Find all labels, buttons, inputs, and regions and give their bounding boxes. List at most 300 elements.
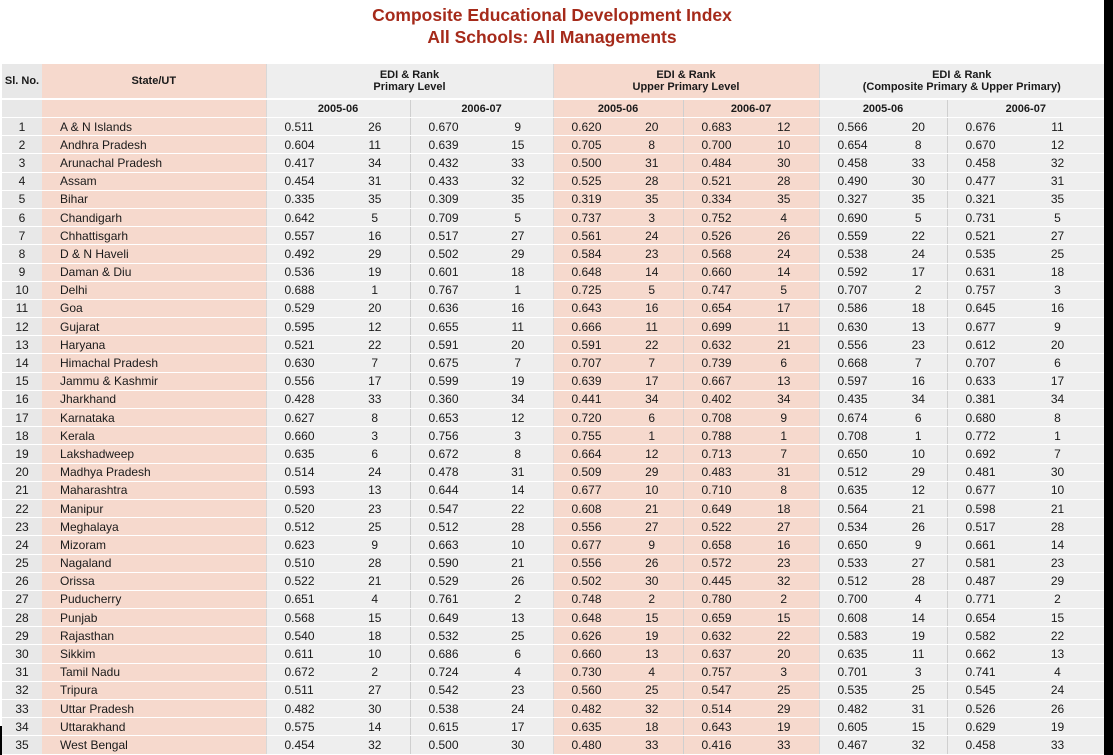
primary-2005-edi-cell: 0.635 xyxy=(266,445,340,463)
upper-2006-edi-cell: 0.632 xyxy=(683,336,749,354)
upper-2005-edi-cell: 0.643 xyxy=(553,299,621,317)
upper-2005-edi-cell: 0.591 xyxy=(553,336,621,354)
primary-2005-rank-cell: 31 xyxy=(340,172,410,190)
primary-2005-rank-cell: 30 xyxy=(340,700,410,718)
primary-2005-edi-cell: 0.536 xyxy=(266,263,340,281)
primary-2006-edi-cell: 0.653 xyxy=(410,409,483,427)
upper-2006-rank-cell: 31 xyxy=(749,463,819,481)
header-state: State/UT xyxy=(42,64,266,99)
composite-2005-rank-cell: 22 xyxy=(890,227,947,245)
table-row xyxy=(2,681,1104,699)
upper-2006-edi-cell: 0.659 xyxy=(683,609,749,627)
primary-2006-edi-cell: 0.517 xyxy=(410,227,483,245)
composite-2006-rank-cell: 31 xyxy=(1011,172,1104,190)
state-cell: Tripura xyxy=(42,681,266,699)
primary-2005-edi-cell: 0.522 xyxy=(266,572,340,590)
composite-2005-rank-cell: 28 xyxy=(890,572,947,590)
state-cell: Meghalaya xyxy=(42,518,266,536)
primary-2006-rank-cell: 4 xyxy=(483,663,553,681)
sl-no-cell: 23 xyxy=(2,518,42,536)
table-row xyxy=(2,190,1104,208)
composite-2006-edi-cell: 0.582 xyxy=(947,627,1011,645)
composite-2005-rank-cell: 3 xyxy=(890,663,947,681)
upper-2006-rank-cell: 13 xyxy=(749,372,819,390)
composite-2005-edi-cell: 0.700 xyxy=(819,590,890,608)
upper-2006-rank-cell: 18 xyxy=(749,499,819,517)
composite-2005-rank-cell: 21 xyxy=(890,499,947,517)
upper-2006-edi-cell: 0.547 xyxy=(683,681,749,699)
primary-2006-rank-cell: 14 xyxy=(483,481,553,499)
composite-2005-rank-cell: 27 xyxy=(890,554,947,572)
upper-2006-edi-cell: 0.402 xyxy=(683,390,749,408)
composite-2005-rank-cell: 35 xyxy=(890,190,947,208)
header-group-upper-primary-line1: EDI & Rank xyxy=(656,69,716,81)
composite-2005-edi-cell: 0.597 xyxy=(819,372,890,390)
header-group-composite xyxy=(819,64,1104,99)
sl-no-cell: 7 xyxy=(2,227,42,245)
table-row xyxy=(2,208,1104,226)
upper-2006-rank-cell: 33 xyxy=(749,736,819,754)
state-cell: West Bengal xyxy=(42,736,266,754)
primary-2005-rank-cell: 23 xyxy=(340,499,410,517)
state-cell: Uttarakhand xyxy=(42,718,266,736)
primary-2006-rank-cell: 9 xyxy=(483,118,553,136)
primary-2005-edi-cell: 0.557 xyxy=(266,227,340,245)
primary-2005-rank-cell: 26 xyxy=(340,118,410,136)
state-cell: Haryana xyxy=(42,336,266,354)
state-cell: Mizoram xyxy=(42,536,266,554)
primary-2005-rank-cell: 18 xyxy=(340,627,410,645)
primary-2005-rank-cell: 11 xyxy=(340,136,410,154)
table-row xyxy=(2,227,1104,245)
upper-2005-edi-cell: 0.748 xyxy=(553,590,621,608)
composite-2006-edi-cell: 0.487 xyxy=(947,572,1011,590)
upper-2006-rank-cell: 4 xyxy=(749,208,819,226)
composite-2006-rank-cell: 20 xyxy=(1011,336,1104,354)
primary-2005-rank-cell: 9 xyxy=(340,536,410,554)
state-cell: Karnataka xyxy=(42,409,266,427)
composite-2005-edi-cell: 0.467 xyxy=(819,736,890,754)
upper-2006-edi-cell: 0.708 xyxy=(683,409,749,427)
composite-2005-rank-cell: 33 xyxy=(890,154,947,172)
primary-2006-edi-cell: 0.756 xyxy=(410,427,483,445)
primary-2006-rank-cell: 27 xyxy=(483,227,553,245)
sl-no-cell: 33 xyxy=(2,700,42,718)
sl-no-cell: 16 xyxy=(2,390,42,408)
composite-2006-rank-cell: 22 xyxy=(1011,627,1104,645)
primary-2005-rank-cell: 34 xyxy=(340,154,410,172)
composite-2005-edi-cell: 0.608 xyxy=(819,609,890,627)
primary-2005-edi-cell: 0.595 xyxy=(266,318,340,336)
composite-2005-rank-cell: 15 xyxy=(890,718,947,736)
upper-2005-edi-cell: 0.755 xyxy=(553,427,621,445)
composite-2006-rank-cell: 15 xyxy=(1011,609,1104,627)
sl-no-cell: 27 xyxy=(2,590,42,608)
sl-no-cell: 28 xyxy=(2,609,42,627)
primary-2005-edi-cell: 0.335 xyxy=(266,190,340,208)
composite-2005-rank-cell: 34 xyxy=(890,390,947,408)
composite-2005-edi-cell: 0.490 xyxy=(819,172,890,190)
composite-2006-rank-cell: 29 xyxy=(1011,572,1104,590)
composite-2005-rank-cell: 5 xyxy=(890,208,947,226)
primary-2006-edi-cell: 0.672 xyxy=(410,445,483,463)
composite-2005-rank-cell: 29 xyxy=(890,463,947,481)
composite-2006-edi-cell: 0.535 xyxy=(947,245,1011,263)
upper-2005-edi-cell: 0.725 xyxy=(553,281,621,299)
state-cell: Delhi xyxy=(42,281,266,299)
composite-2005-edi-cell: 0.538 xyxy=(819,245,890,263)
edi-table xyxy=(2,64,1104,755)
upper-2005-edi-cell: 0.730 xyxy=(553,663,621,681)
primary-2006-rank-cell: 24 xyxy=(483,700,553,718)
primary-2006-edi-cell: 0.529 xyxy=(410,572,483,590)
primary-2005-rank-cell: 24 xyxy=(340,463,410,481)
composite-2005-rank-cell: 8 xyxy=(890,136,947,154)
table-row xyxy=(2,281,1104,299)
header-group-primary-line1: EDI & Rank xyxy=(379,69,440,81)
primary-2005-edi-cell: 0.482 xyxy=(266,700,340,718)
primary-2006-edi-cell: 0.724 xyxy=(410,663,483,681)
composite-2005-edi-cell: 0.327 xyxy=(819,190,890,208)
composite-2006-rank-cell: 34 xyxy=(1011,390,1104,408)
primary-2006-rank-cell: 19 xyxy=(483,372,553,390)
state-cell: Manipur xyxy=(42,499,266,517)
composite-2005-rank-cell: 12 xyxy=(890,481,947,499)
sl-no-cell: 1 xyxy=(2,118,42,136)
primary-2006-edi-cell: 0.767 xyxy=(410,281,483,299)
composite-2005-edi-cell: 0.707 xyxy=(819,281,890,299)
composite-2006-rank-cell: 19 xyxy=(1011,718,1104,736)
sl-no-cell: 29 xyxy=(2,627,42,645)
upper-2006-rank-cell: 30 xyxy=(749,154,819,172)
upper-2005-rank-cell: 31 xyxy=(621,154,683,172)
upper-2005-edi-cell: 0.648 xyxy=(553,609,621,627)
upper-2005-rank-cell: 11 xyxy=(621,318,683,336)
composite-2005-edi-cell: 0.559 xyxy=(819,227,890,245)
composite-2006-rank-cell: 23 xyxy=(1011,554,1104,572)
composite-2005-rank-cell: 11 xyxy=(890,645,947,663)
primary-2005-rank-cell: 28 xyxy=(340,554,410,572)
upper-2006-edi-cell: 0.637 xyxy=(683,645,749,663)
header-year-primary-2005: 2005-06 xyxy=(266,99,410,118)
composite-2006-rank-cell: 18 xyxy=(1011,263,1104,281)
state-cell: Madhya Pradesh xyxy=(42,463,266,481)
primary-2006-edi-cell: 0.644 xyxy=(410,481,483,499)
state-cell: Kerala xyxy=(42,427,266,445)
upper-2005-edi-cell: 0.705 xyxy=(553,136,621,154)
composite-2006-edi-cell: 0.633 xyxy=(947,372,1011,390)
composite-2005-rank-cell: 17 xyxy=(890,263,947,281)
state-cell: Chandigarh xyxy=(42,208,266,226)
upper-2006-edi-cell: 0.484 xyxy=(683,154,749,172)
composite-2006-rank-cell: 16 xyxy=(1011,299,1104,317)
composite-2005-edi-cell: 0.701 xyxy=(819,663,890,681)
upper-2006-edi-cell: 0.526 xyxy=(683,227,749,245)
primary-2006-edi-cell: 0.663 xyxy=(410,536,483,554)
header-group-primary xyxy=(266,64,553,99)
sl-no-cell: 3 xyxy=(2,154,42,172)
table-body xyxy=(2,118,1104,755)
composite-2006-rank-cell: 4 xyxy=(1011,663,1104,681)
primary-2005-edi-cell: 0.492 xyxy=(266,245,340,263)
composite-2005-edi-cell: 0.635 xyxy=(819,645,890,663)
upper-2005-edi-cell: 0.677 xyxy=(553,481,621,499)
primary-2005-rank-cell: 14 xyxy=(340,718,410,736)
upper-2006-rank-cell: 24 xyxy=(749,245,819,263)
primary-2005-edi-cell: 0.454 xyxy=(266,172,340,190)
composite-2005-edi-cell: 0.556 xyxy=(819,336,890,354)
upper-2005-edi-cell: 0.737 xyxy=(553,208,621,226)
upper-2006-rank-cell: 27 xyxy=(749,518,819,536)
state-cell: Andhra Pradesh xyxy=(42,136,266,154)
upper-2005-rank-cell: 32 xyxy=(621,700,683,718)
primary-2005-edi-cell: 0.510 xyxy=(266,554,340,572)
primary-2006-edi-cell: 0.636 xyxy=(410,299,483,317)
upper-2005-rank-cell: 10 xyxy=(621,481,683,499)
primary-2005-edi-cell: 0.540 xyxy=(266,627,340,645)
primary-2005-edi-cell: 0.630 xyxy=(266,354,340,372)
upper-2005-rank-cell: 7 xyxy=(621,354,683,372)
upper-2006-edi-cell: 0.667 xyxy=(683,372,749,390)
primary-2005-rank-cell: 10 xyxy=(340,645,410,663)
primary-2005-edi-cell: 0.511 xyxy=(266,681,340,699)
composite-2005-edi-cell: 0.482 xyxy=(819,700,890,718)
composite-2006-edi-cell: 0.757 xyxy=(947,281,1011,299)
upper-2005-rank-cell: 13 xyxy=(621,645,683,663)
composite-2005-rank-cell: 20 xyxy=(890,118,947,136)
primary-2006-edi-cell: 0.639 xyxy=(410,136,483,154)
upper-2006-rank-cell: 35 xyxy=(749,190,819,208)
composite-2005-edi-cell: 0.605 xyxy=(819,718,890,736)
state-cell: Maharashtra xyxy=(42,481,266,499)
composite-2005-rank-cell: 18 xyxy=(890,299,947,317)
sl-no-cell: 4 xyxy=(2,172,42,190)
composite-2006-rank-cell: 28 xyxy=(1011,518,1104,536)
composite-2006-rank-cell: 13 xyxy=(1011,645,1104,663)
sl-no-cell: 32 xyxy=(2,681,42,699)
header-group-upper-primary-line2: Upper Primary Level xyxy=(632,81,740,93)
upper-2006-edi-cell: 0.521 xyxy=(683,172,749,190)
upper-2006-rank-cell: 22 xyxy=(749,627,819,645)
composite-2005-rank-cell: 31 xyxy=(890,700,947,718)
upper-2006-edi-cell: 0.739 xyxy=(683,354,749,372)
sl-no-cell: 5 xyxy=(2,190,42,208)
primary-2006-rank-cell: 17 xyxy=(483,718,553,736)
primary-2006-edi-cell: 0.309 xyxy=(410,190,483,208)
table-row xyxy=(2,409,1104,427)
primary-2006-edi-cell: 0.547 xyxy=(410,499,483,517)
composite-2005-rank-cell: 13 xyxy=(890,318,947,336)
sl-no-cell: 20 xyxy=(2,463,42,481)
header-row-years xyxy=(2,99,1104,118)
table-row xyxy=(2,372,1104,390)
upper-2005-rank-cell: 26 xyxy=(621,554,683,572)
upper-2005-rank-cell: 3 xyxy=(621,208,683,226)
sl-no-cell: 14 xyxy=(2,354,42,372)
primary-2005-edi-cell: 0.623 xyxy=(266,536,340,554)
upper-2006-rank-cell: 23 xyxy=(749,554,819,572)
composite-2006-edi-cell: 0.741 xyxy=(947,663,1011,681)
composite-2006-rank-cell: 2 xyxy=(1011,590,1104,608)
upper-2006-rank-cell: 9 xyxy=(749,409,819,427)
primary-2006-rank-cell: 15 xyxy=(483,136,553,154)
primary-2005-rank-cell: 1 xyxy=(340,281,410,299)
composite-2005-edi-cell: 0.674 xyxy=(819,409,890,427)
upper-2006-rank-cell: 32 xyxy=(749,572,819,590)
upper-2005-rank-cell: 5 xyxy=(621,281,683,299)
state-cell: Jammu & Kashmir xyxy=(42,372,266,390)
upper-2005-edi-cell: 0.648 xyxy=(553,263,621,281)
primary-2005-edi-cell: 0.651 xyxy=(266,590,340,608)
header-sl-no: Sl. No. xyxy=(2,64,42,99)
sl-no-cell: 31 xyxy=(2,663,42,681)
upper-2005-edi-cell: 0.626 xyxy=(553,627,621,645)
table-row xyxy=(2,736,1104,754)
primary-2005-rank-cell: 16 xyxy=(340,227,410,245)
sl-no-cell: 35 xyxy=(2,736,42,754)
primary-2006-rank-cell: 34 xyxy=(483,390,553,408)
primary-2006-edi-cell: 0.432 xyxy=(410,154,483,172)
header-group-upper-primary xyxy=(553,64,819,99)
table-row xyxy=(2,499,1104,517)
composite-2005-edi-cell: 0.708 xyxy=(819,427,890,445)
table-row xyxy=(2,518,1104,536)
composite-2006-rank-cell: 6 xyxy=(1011,354,1104,372)
composite-2006-rank-cell: 9 xyxy=(1011,318,1104,336)
composite-2006-edi-cell: 0.677 xyxy=(947,318,1011,336)
header-year-upper-2005: 2005-06 xyxy=(553,99,683,118)
composite-2005-edi-cell: 0.690 xyxy=(819,208,890,226)
primary-2005-rank-cell: 7 xyxy=(340,354,410,372)
upper-2006-edi-cell: 0.747 xyxy=(683,281,749,299)
primary-2006-edi-cell: 0.500 xyxy=(410,736,483,754)
primary-2006-rank-cell: 23 xyxy=(483,681,553,699)
table-row xyxy=(2,118,1104,136)
table-row xyxy=(2,645,1104,663)
primary-2005-edi-cell: 0.672 xyxy=(266,663,340,681)
upper-2006-edi-cell: 0.572 xyxy=(683,554,749,572)
upper-2006-rank-cell: 15 xyxy=(749,609,819,627)
state-cell: Assam xyxy=(42,172,266,190)
primary-2005-rank-cell: 22 xyxy=(340,336,410,354)
primary-2006-rank-cell: 29 xyxy=(483,245,553,263)
upper-2005-rank-cell: 24 xyxy=(621,227,683,245)
composite-2005-edi-cell: 0.650 xyxy=(819,445,890,463)
upper-2006-edi-cell: 0.416 xyxy=(683,736,749,754)
upper-2006-rank-cell: 16 xyxy=(749,536,819,554)
composite-2005-edi-cell: 0.592 xyxy=(819,263,890,281)
upper-2005-edi-cell: 0.620 xyxy=(553,118,621,136)
sl-no-cell: 25 xyxy=(2,554,42,572)
upper-2006-edi-cell: 0.632 xyxy=(683,627,749,645)
composite-2006-edi-cell: 0.629 xyxy=(947,718,1011,736)
table-row xyxy=(2,318,1104,336)
primary-2005-rank-cell: 29 xyxy=(340,245,410,263)
header-year-primary-2006: 2006-07 xyxy=(410,99,553,118)
primary-2005-rank-cell: 27 xyxy=(340,681,410,699)
primary-2006-rank-cell: 6 xyxy=(483,645,553,663)
upper-2006-edi-cell: 0.643 xyxy=(683,718,749,736)
upper-2006-edi-cell: 0.522 xyxy=(683,518,749,536)
composite-2006-edi-cell: 0.771 xyxy=(947,590,1011,608)
upper-2006-rank-cell: 25 xyxy=(749,681,819,699)
primary-2006-rank-cell: 8 xyxy=(483,445,553,463)
table-row xyxy=(2,481,1104,499)
primary-2005-rank-cell: 5 xyxy=(340,208,410,226)
primary-2006-rank-cell: 21 xyxy=(483,554,553,572)
primary-2006-rank-cell: 10 xyxy=(483,536,553,554)
upper-2005-edi-cell: 0.502 xyxy=(553,572,621,590)
composite-2006-edi-cell: 0.772 xyxy=(947,427,1011,445)
upper-2006-rank-cell: 10 xyxy=(749,136,819,154)
primary-2006-rank-cell: 26 xyxy=(483,572,553,590)
upper-2006-rank-cell: 21 xyxy=(749,336,819,354)
primary-2006-edi-cell: 0.512 xyxy=(410,518,483,536)
primary-2006-rank-cell: 16 xyxy=(483,299,553,317)
upper-2005-edi-cell: 0.660 xyxy=(553,645,621,663)
primary-2006-edi-cell: 0.538 xyxy=(410,700,483,718)
composite-2005-rank-cell: 24 xyxy=(890,245,947,263)
composite-2006-rank-cell: 8 xyxy=(1011,409,1104,427)
sl-no-cell: 12 xyxy=(2,318,42,336)
upper-2006-edi-cell: 0.649 xyxy=(683,499,749,517)
composite-2006-edi-cell: 0.321 xyxy=(947,190,1011,208)
upper-2005-rank-cell: 35 xyxy=(621,190,683,208)
sl-no-cell: 17 xyxy=(2,409,42,427)
primary-2005-edi-cell: 0.660 xyxy=(266,427,340,445)
composite-2005-edi-cell: 0.630 xyxy=(819,318,890,336)
state-cell: Nagaland xyxy=(42,554,266,572)
upper-2005-edi-cell: 0.608 xyxy=(553,499,621,517)
upper-2005-edi-cell: 0.561 xyxy=(553,227,621,245)
composite-2005-rank-cell: 4 xyxy=(890,590,947,608)
sl-no-cell: 18 xyxy=(2,427,42,445)
primary-2006-rank-cell: 20 xyxy=(483,336,553,354)
composite-2006-rank-cell: 1 xyxy=(1011,427,1104,445)
primary-2005-rank-cell: 20 xyxy=(340,299,410,317)
composite-2006-rank-cell: 26 xyxy=(1011,700,1104,718)
table-row xyxy=(2,590,1104,608)
upper-2006-edi-cell: 0.445 xyxy=(683,572,749,590)
sl-no-cell: 34 xyxy=(2,718,42,736)
primary-2006-edi-cell: 0.670 xyxy=(410,118,483,136)
primary-2005-edi-cell: 0.521 xyxy=(266,336,340,354)
upper-2006-edi-cell: 0.710 xyxy=(683,481,749,499)
primary-2005-rank-cell: 33 xyxy=(340,390,410,408)
primary-2006-edi-cell: 0.502 xyxy=(410,245,483,263)
primary-2005-edi-cell: 0.627 xyxy=(266,409,340,427)
upper-2005-edi-cell: 0.664 xyxy=(553,445,621,463)
primary-2005-edi-cell: 0.514 xyxy=(266,463,340,481)
upper-2006-edi-cell: 0.757 xyxy=(683,663,749,681)
upper-2005-rank-cell: 23 xyxy=(621,245,683,263)
primary-2006-edi-cell: 0.686 xyxy=(410,645,483,663)
upper-2006-edi-cell: 0.514 xyxy=(683,700,749,718)
upper-2006-rank-cell: 17 xyxy=(749,299,819,317)
sl-no-cell: 30 xyxy=(2,645,42,663)
table-row xyxy=(2,627,1104,645)
table-row xyxy=(2,700,1104,718)
composite-2005-rank-cell: 10 xyxy=(890,445,947,463)
upper-2006-rank-cell: 29 xyxy=(749,700,819,718)
composite-2005-edi-cell: 0.534 xyxy=(819,518,890,536)
primary-2006-rank-cell: 30 xyxy=(483,736,553,754)
sl-no-cell: 26 xyxy=(2,572,42,590)
upper-2005-edi-cell: 0.707 xyxy=(553,354,621,372)
upper-2005-edi-cell: 0.639 xyxy=(553,372,621,390)
upper-2006-rank-cell: 5 xyxy=(749,281,819,299)
composite-2005-edi-cell: 0.635 xyxy=(819,481,890,499)
